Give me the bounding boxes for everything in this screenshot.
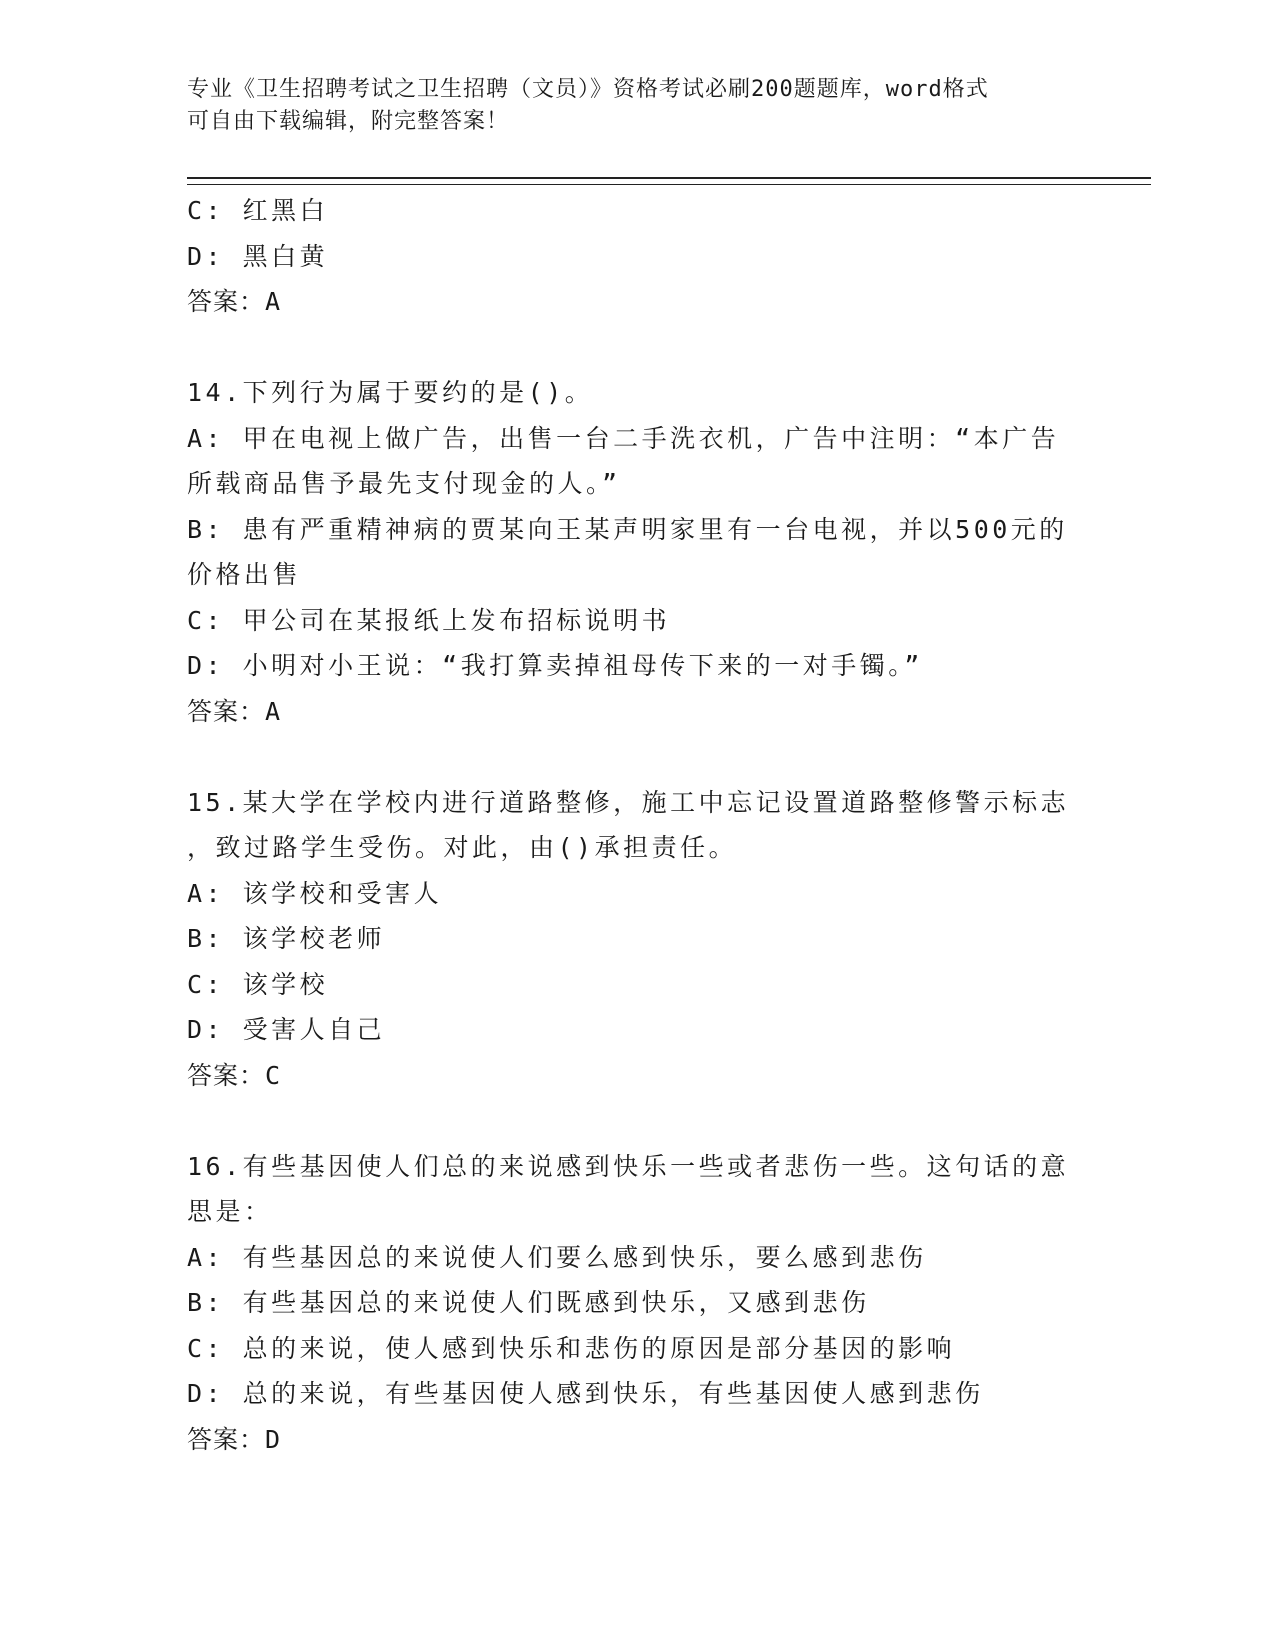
question-16 xyxy=(187,1144,1087,1463)
option-c: C: 红黑白 xyxy=(187,196,329,225)
document-body xyxy=(187,188,1087,1462)
answer-line: 答案：A xyxy=(187,696,282,726)
option-d: D: 受害人自己 xyxy=(187,1015,386,1044)
header-rule xyxy=(187,177,1151,185)
option-a: A: 甲在电视上做广告，出售一台二手洗衣机，广告中注明：“本广告 xyxy=(187,423,1060,453)
option-c: C: 总的来说，使人感到快乐和悲伤的原因是部分基因的影响 xyxy=(187,1333,956,1363)
question-stem: 16.有些基因使人们总的来说感到快乐一些或者悲伤一些。这句话的意 xyxy=(187,1151,1070,1181)
option-d: D: 小明对小王说：“我打算卖掉祖母传下来的一对手镯。” xyxy=(187,651,923,680)
option-b: B: 患有严重精神病的贾某向王某声明家里有一台电视，并以500元的 xyxy=(187,514,1068,544)
header-line-2: 可自由下载编辑，附完整答案！ xyxy=(187,109,510,134)
option-a: A: 有些基因总的来说使人们要么感到快乐，要么感到悲伤 xyxy=(187,1242,927,1272)
question-14 xyxy=(187,370,1087,734)
question-stem: 14.下列行为属于要约的是()。 xyxy=(187,378,594,407)
question-stem: 15.某大学在学校内进行道路整修，施工中忘记设置道路整修警示标志 xyxy=(187,787,1070,817)
prev-question-block xyxy=(187,188,1087,325)
answer-line: 答案：C xyxy=(187,1060,282,1090)
header-line-1: 专业《卫生招聘考试之卫生招聘（文员）》资格考试必刷200题题库，word格式 xyxy=(187,77,989,102)
question-stem-cont: ，致过路学生受伤。对此，由()承担责任。 xyxy=(187,833,738,862)
option-a: A: 该学校和受害人 xyxy=(187,878,443,908)
option-b: B: 有些基因总的来说使人们既感到快乐，又感到悲伤 xyxy=(187,1288,870,1317)
option-d: D: 总的来说，有些基因使人感到快乐，有些基因使人感到悲伤 xyxy=(187,1379,984,1408)
answer-line: 答案：D xyxy=(187,1424,282,1454)
option-c: C: 该学校 xyxy=(187,969,329,999)
option-a-cont: 所载商品售予最先支付现金的人。” xyxy=(187,469,621,498)
option-b: B: 该学校老师 xyxy=(187,924,386,953)
page-header xyxy=(187,74,1067,138)
answer-line: 答案：A xyxy=(187,287,282,316)
option-b-cont: 价格出售 xyxy=(187,560,302,589)
option-c: C: 甲公司在某报纸上发布招标说明书 xyxy=(187,605,671,635)
option-d: D: 黑白黄 xyxy=(187,241,329,271)
question-stem-cont: 思是： xyxy=(187,1197,273,1226)
question-15 xyxy=(187,780,1087,1099)
